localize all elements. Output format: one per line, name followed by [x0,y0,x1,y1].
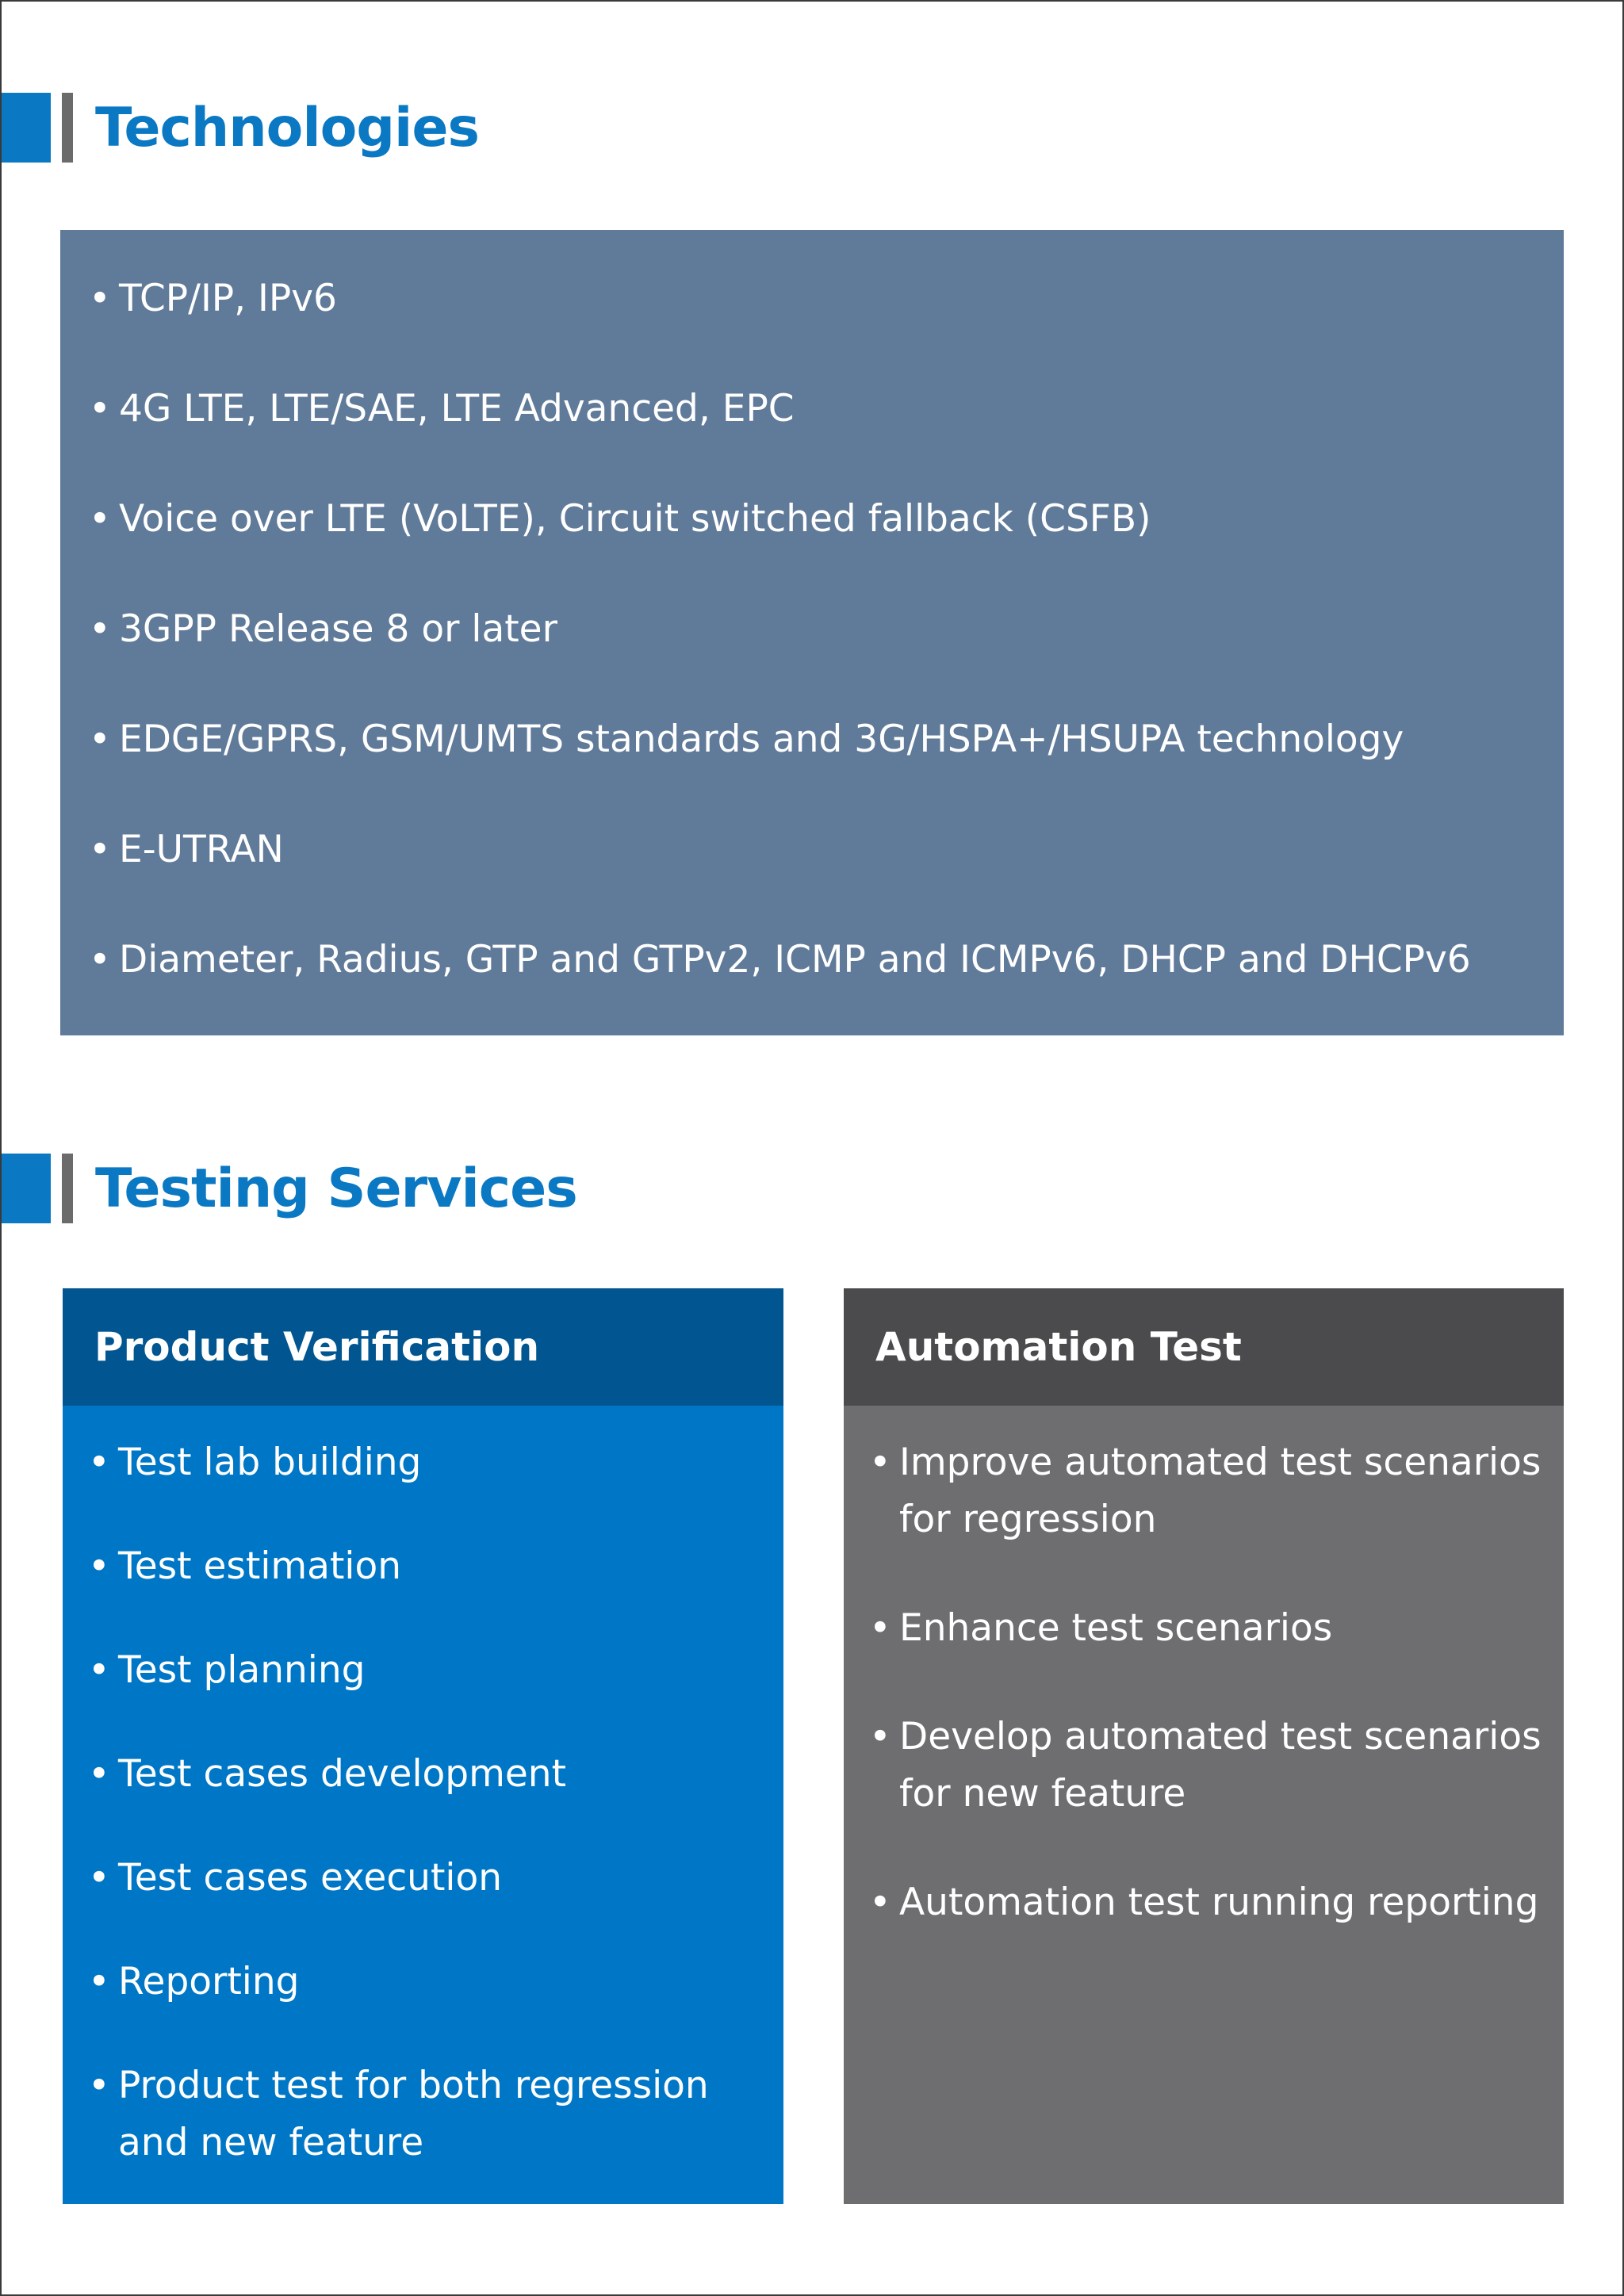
testing-services-heading [2,1154,577,1223]
list-item [88,1746,783,1803]
automation-test-list [869,1434,1564,1931]
heading-blue-bar [2,1154,51,1223]
automation-test-body [844,1406,1564,1931]
list-item [869,1709,1564,1823]
product-verification-card [63,1288,783,2204]
list-item [88,1434,783,1491]
list-item [869,1600,1564,1657]
technologies-title: Technologies [95,96,479,159]
list-item [88,2057,783,2172]
list-item-text: Reporting [118,1960,300,2003]
bullet-icon: • [89,387,111,430]
list-item-text: Test cases execution [118,1856,502,1900]
list-item [88,1954,783,2011]
list-item [869,1874,1564,1931]
list-item [89,828,1564,939]
list-item [89,388,1564,498]
list-item-text: Test estimation [118,1544,401,1588]
list-item-text: Test planning [118,1648,366,1692]
bullet-icon: • [88,1856,110,1900]
list-item [89,608,1564,718]
list-item-text: Enhance test scenarios [899,1606,1333,1650]
bullet-icon: • [89,828,111,871]
list-item-text: Voice over LTE (VoLTE), Circuit switched fallback (CSFB) [119,497,1151,541]
bullet-icon: • [88,1752,110,1796]
list-item-text: Improve automated test scenarios for regression [899,1441,1542,1541]
list-item-text: Automation test running reporting [899,1881,1539,1924]
list-item [869,1434,1564,1548]
bullet-icon: • [88,1544,110,1588]
heading-blue-bar [2,93,51,163]
product-verification-body [63,1406,783,2172]
product-verification-title: Product Verification [63,1288,783,1406]
bullet-icon: • [869,1881,891,1924]
bullet-icon: • [869,1606,891,1650]
list-item-text: Test cases development [118,1752,567,1796]
testing-services-title: Testing Services [95,1157,577,1220]
list-item-text: Develop automated test scenarios for new feature [899,1715,1542,1816]
list-item [89,498,1564,608]
technologies-panel [60,230,1564,1035]
bullet-icon: • [869,1441,891,1484]
bullet-icon: • [88,2064,110,2107]
list-item-text: EDGE/GPRS, GSM/UMTS standards and 3G/HSPA+/HSUPA technology [119,718,1404,761]
list-item [88,1538,783,1595]
bullet-icon: • [89,607,111,651]
product-verification-list [88,1434,783,2172]
list-item [89,939,1564,1049]
bullet-icon: • [88,1960,110,2003]
list-item [89,718,1564,828]
list-item-text: Product test for both regression and new feature [118,2064,709,2164]
list-item-text: TCP/IP, IPv6 [119,277,337,320]
list-item [88,1642,783,1699]
technologies-list [89,277,1564,1049]
list-item-text: E-UTRAN [119,828,284,871]
bullet-icon: • [89,718,111,761]
list-item [88,1850,783,1907]
list-item-text: 3GPP Release 8 or later [119,607,557,651]
bullet-icon: • [88,1441,110,1484]
bullet-icon: • [89,277,111,320]
automation-test-card [844,1288,1564,2204]
bullet-icon: • [869,1715,891,1758]
bullet-icon: • [89,938,111,982]
bullet-icon: • [89,497,111,541]
list-item-text: Diameter, Radius, GTP and GTPv2, ICMP and ICMPv6, DHCP and DHCPv6 [119,938,1471,982]
automation-test-title: Automation Test [844,1288,1564,1406]
list-item-text: Test lab building [118,1441,422,1484]
list-item-text: 4G LTE, LTE/SAE, LTE Advanced, EPC [119,387,795,430]
bullet-icon: • [88,1648,110,1692]
technologies-heading [2,93,479,163]
list-item [89,277,1564,388]
heading-gray-bar [62,93,73,163]
heading-gray-bar [62,1154,73,1223]
